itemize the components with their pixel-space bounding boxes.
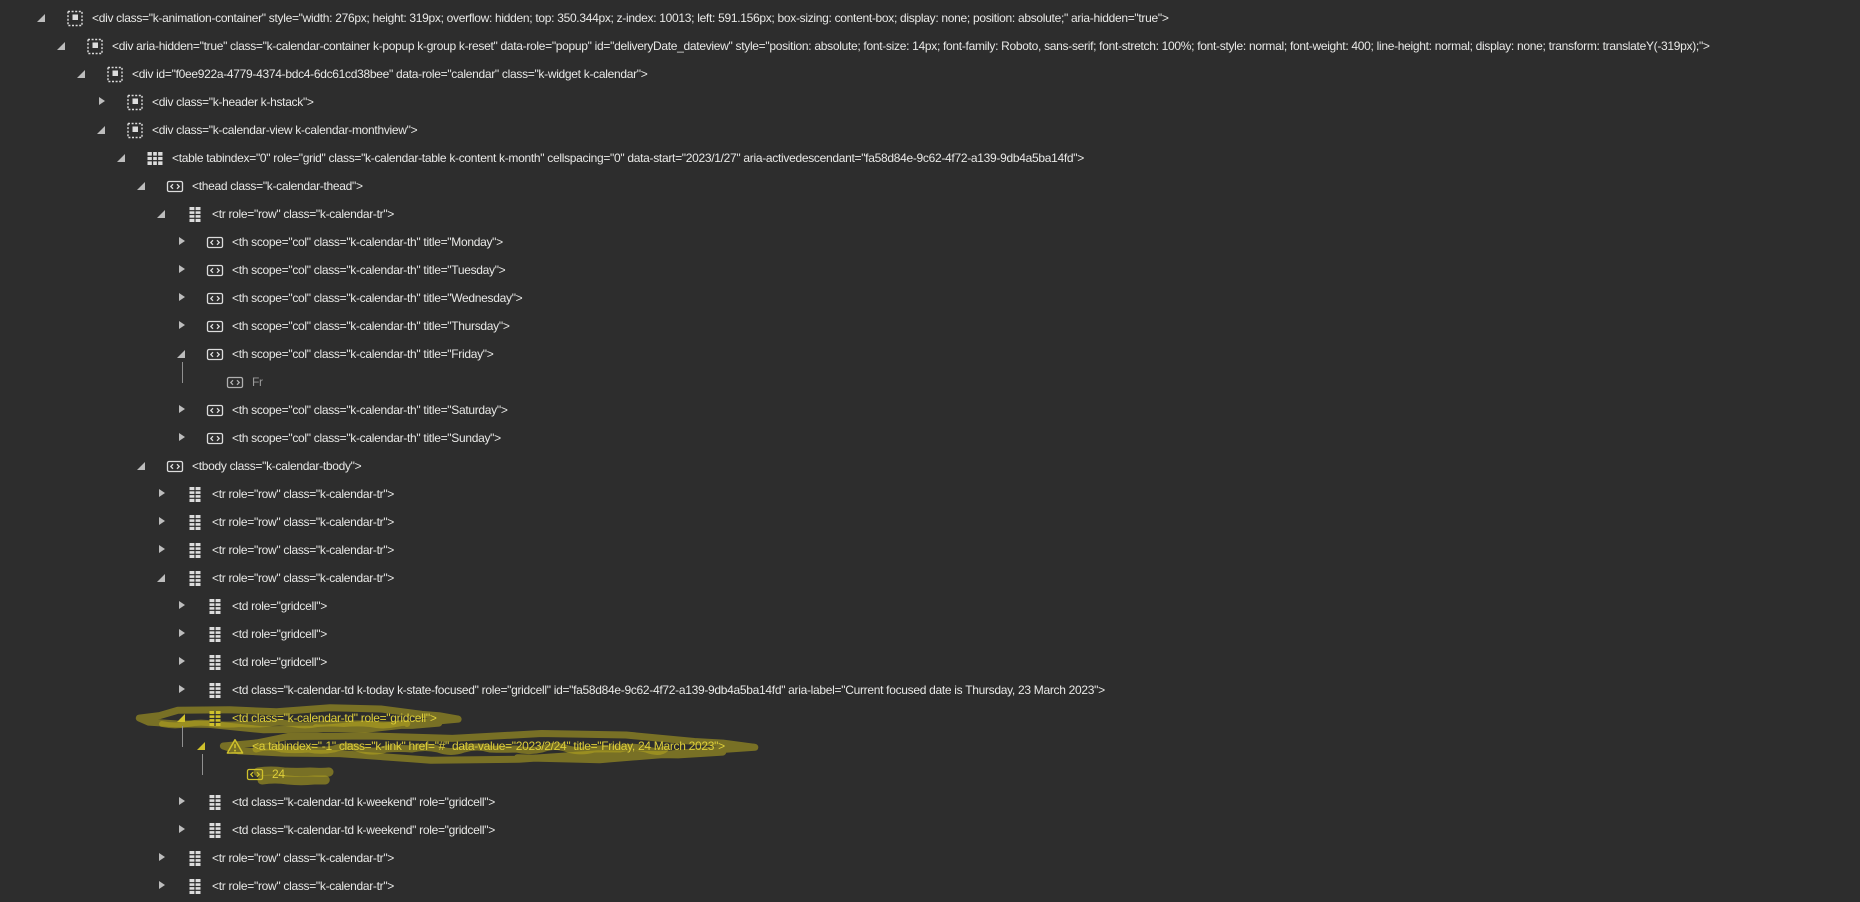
element-tag-icon bbox=[206, 290, 224, 307]
node-text: <div id="f0ee922a-4779-4374-bdc4-6dc61cd38bee" data-role="calendar" class="k-widget k-calendar"> bbox=[132, 67, 648, 81]
expand-arrow[interactable] bbox=[156, 852, 168, 864]
tree-node[interactable] bbox=[0, 452, 1860, 480]
node-text: <tr role="row" class="k-calendar-tr"> bbox=[212, 851, 395, 865]
expand-arrow[interactable] bbox=[96, 96, 108, 108]
expand-arrow[interactable] bbox=[176, 264, 188, 276]
node-text: <div class="k-calendar-view k-calendar-monthview"> bbox=[152, 123, 418, 137]
node-text: <thead class="k-calendar-thead"> bbox=[192, 179, 363, 193]
tree-node[interactable] bbox=[0, 4, 1860, 32]
node-text: <td role="gridcell"> bbox=[232, 599, 327, 613]
expand-arrow[interactable] bbox=[176, 292, 188, 304]
expand-arrow[interactable] bbox=[176, 600, 188, 612]
tree-node[interactable] bbox=[0, 368, 1860, 396]
element-div-icon bbox=[126, 94, 144, 111]
node-text: <th scope="col" class="k-calendar-th" title="Saturday"> bbox=[232, 403, 508, 417]
tree-node[interactable] bbox=[0, 676, 1860, 704]
expand-arrow bbox=[196, 376, 208, 388]
element-tag-icon bbox=[166, 458, 184, 475]
element-tag-icon bbox=[206, 234, 224, 251]
node-text: <th scope="col" class="k-calendar-th" title="Thursday"> bbox=[232, 319, 510, 333]
tree-node[interactable] bbox=[0, 312, 1860, 340]
tree-node[interactable] bbox=[0, 32, 1860, 60]
tree-node[interactable] bbox=[0, 704, 1860, 732]
expand-arrow[interactable] bbox=[176, 824, 188, 836]
table-rows-icon bbox=[186, 878, 204, 895]
expand-arrow[interactable] bbox=[176, 236, 188, 248]
table-rows-icon bbox=[206, 598, 224, 615]
node-text: <tr role="row" class="k-calendar-tr"> bbox=[212, 515, 395, 529]
node-text: <td class="k-calendar-td k-weekend" role="gridcell"> bbox=[232, 823, 495, 837]
element-tag-icon bbox=[166, 178, 184, 195]
node-text: <td class="k-calendar-td" role="gridcell"> bbox=[232, 711, 437, 725]
node-text: <td role="gridcell"> bbox=[232, 627, 327, 641]
tree-node[interactable] bbox=[0, 844, 1860, 872]
node-text: 24 bbox=[272, 767, 285, 781]
tree-node[interactable] bbox=[0, 620, 1860, 648]
node-text: <tr role="row" class="k-calendar-tr"> bbox=[212, 879, 395, 893]
node-text: <th scope="col" class="k-calendar-th" title="Wednesday"> bbox=[232, 291, 523, 305]
tree-node[interactable] bbox=[0, 788, 1860, 816]
expand-arrow[interactable] bbox=[176, 348, 188, 360]
table-rows-icon bbox=[206, 682, 224, 699]
node-text: <div aria-hidden="true" class="k-calendar-container k-popup k-group k-reset" data-role="popup" id="deliveryDate_dateview" style="position: absolute; font-size: 14px; font-family: Roboto, sans-serif; font-stretch: 100%; font-style: normal; font-weight: 400; line-height: normal; display: none; transform: translateY(-319px);"> bbox=[112, 39, 1710, 53]
element-div-icon bbox=[126, 122, 144, 139]
table-rows-icon bbox=[186, 486, 204, 503]
expand-arrow[interactable] bbox=[156, 544, 168, 556]
tree-node[interactable] bbox=[0, 536, 1860, 564]
node-text: <th scope="col" class="k-calendar-th" title="Sunday"> bbox=[232, 431, 501, 445]
expand-arrow[interactable] bbox=[76, 68, 88, 80]
node-text: <tr role="row" class="k-calendar-tr"> bbox=[212, 487, 395, 501]
element-tag-icon bbox=[206, 430, 224, 447]
element-tag-icon bbox=[206, 402, 224, 419]
tree-node[interactable] bbox=[0, 732, 1860, 760]
table-rows-icon bbox=[186, 850, 204, 867]
expand-arrow[interactable] bbox=[176, 656, 188, 668]
element-tag-icon bbox=[206, 262, 224, 279]
tree-node[interactable] bbox=[0, 424, 1860, 452]
expand-arrow[interactable] bbox=[136, 180, 148, 192]
node-text: <td role="gridcell"> bbox=[232, 655, 327, 669]
expand-arrow[interactable] bbox=[176, 320, 188, 332]
warning-triangle-icon bbox=[226, 738, 244, 755]
table-rows-icon bbox=[186, 514, 204, 531]
element-tag-icon bbox=[246, 766, 264, 783]
table-rows-icon bbox=[206, 710, 224, 727]
node-text: <div class="k-animation-container" style="width: 276px; height: 319px; overflow: hidden; top: 350.344px; z-index: 10013; left: 591.156px; box-sizing: content-box; display: none; position: absolute;" aria-hidden="true"> bbox=[92, 11, 1169, 25]
table-rows-icon bbox=[206, 626, 224, 643]
element-tag-icon bbox=[206, 318, 224, 335]
node-text: <th scope="col" class="k-calendar-th" title="Friday"> bbox=[232, 347, 494, 361]
tree-node[interactable] bbox=[0, 256, 1860, 284]
tree-node[interactable] bbox=[0, 648, 1860, 676]
tree-node[interactable] bbox=[0, 172, 1860, 200]
expand-arrow[interactable] bbox=[176, 628, 188, 640]
tree-node-list bbox=[0, 4, 1860, 900]
node-text: <th scope="col" class="k-calendar-th" title="Tuesday"> bbox=[232, 263, 506, 277]
table-rows-icon bbox=[186, 542, 204, 559]
tree-node[interactable] bbox=[0, 760, 1860, 788]
node-text: <table tabindex="0" role="grid" class="k-calendar-table k-content k-month" cellspacing="0" data-start="2023/1/27" aria-activedescendant="fa58d84e-9c62-4f72-a139-9db4a5ba14fd"> bbox=[172, 151, 1084, 165]
node-text: <td class="k-calendar-td k-today k-state-focused" role="gridcell" id="fa58d84e-9c62-4f72-a139-9db4a5ba14fd" aria-label="Current focused date is Thursday, 23 March 2023"> bbox=[232, 683, 1105, 697]
element-div-icon bbox=[106, 66, 124, 83]
tree-node[interactable] bbox=[0, 396, 1860, 424]
node-text: <a tabindex="-1" class="k-link" href="#" data-value="2023/2/24" title="Friday, 24 March 2023"> bbox=[252, 739, 725, 753]
tree-node[interactable] bbox=[0, 116, 1860, 144]
node-text: <tr role="row" class="k-calendar-tr"> bbox=[212, 543, 395, 557]
node-text: <tr role="row" class="k-calendar-tr"> bbox=[212, 207, 395, 221]
tree-node[interactable] bbox=[0, 144, 1860, 172]
node-text: <tbody class="k-calendar-tbody"> bbox=[192, 459, 362, 473]
table-rows-icon bbox=[206, 794, 224, 811]
tree-node[interactable] bbox=[0, 60, 1860, 88]
tree-node[interactable] bbox=[0, 480, 1860, 508]
element-div-icon bbox=[86, 38, 104, 55]
expand-arrow[interactable] bbox=[176, 712, 188, 724]
expand-arrow[interactable] bbox=[96, 124, 108, 136]
expand-arrow bbox=[216, 768, 228, 780]
table-rows-icon bbox=[186, 206, 204, 223]
tree-node[interactable] bbox=[0, 564, 1860, 592]
tree-node[interactable] bbox=[0, 592, 1860, 620]
table-rows-icon bbox=[186, 570, 204, 587]
tree-node[interactable] bbox=[0, 816, 1860, 844]
expand-arrow[interactable] bbox=[176, 796, 188, 808]
tree-node[interactable] bbox=[0, 508, 1860, 536]
expand-arrow[interactable] bbox=[56, 40, 68, 52]
expand-arrow[interactable] bbox=[156, 208, 168, 220]
node-text: <tr role="row" class="k-calendar-tr"> bbox=[212, 571, 395, 585]
tree-node[interactable] bbox=[0, 200, 1860, 228]
tree-node[interactable] bbox=[0, 284, 1860, 312]
tree-node[interactable] bbox=[0, 88, 1860, 116]
node-text: <th scope="col" class="k-calendar-th" title="Monday"> bbox=[232, 235, 503, 249]
table-rows-icon bbox=[206, 822, 224, 839]
element-tag-icon bbox=[226, 374, 244, 391]
expand-arrow[interactable] bbox=[196, 740, 208, 752]
expand-arrow[interactable] bbox=[156, 880, 168, 892]
tree-node[interactable] bbox=[0, 340, 1860, 368]
table-rows-icon bbox=[206, 654, 224, 671]
expand-arrow[interactable] bbox=[176, 432, 188, 444]
expand-arrow[interactable] bbox=[156, 488, 168, 500]
expand-arrow[interactable] bbox=[156, 516, 168, 528]
node-text: <td class="k-calendar-td k-weekend" role="gridcell"> bbox=[232, 795, 495, 809]
expand-arrow[interactable] bbox=[116, 152, 128, 164]
table-grid-icon bbox=[146, 150, 164, 167]
tree-node[interactable] bbox=[0, 228, 1860, 256]
expand-arrow[interactable] bbox=[176, 404, 188, 416]
node-text: Fr bbox=[252, 375, 263, 389]
expand-arrow[interactable] bbox=[136, 460, 148, 472]
tree-node[interactable] bbox=[0, 872, 1860, 900]
expand-arrow[interactable] bbox=[176, 684, 188, 696]
expand-arrow[interactable] bbox=[36, 12, 48, 24]
element-div-icon bbox=[66, 10, 84, 27]
node-text: <div class="k-header k-hstack"> bbox=[152, 95, 314, 109]
expand-arrow[interactable] bbox=[156, 572, 168, 584]
element-tag-icon bbox=[206, 346, 224, 363]
